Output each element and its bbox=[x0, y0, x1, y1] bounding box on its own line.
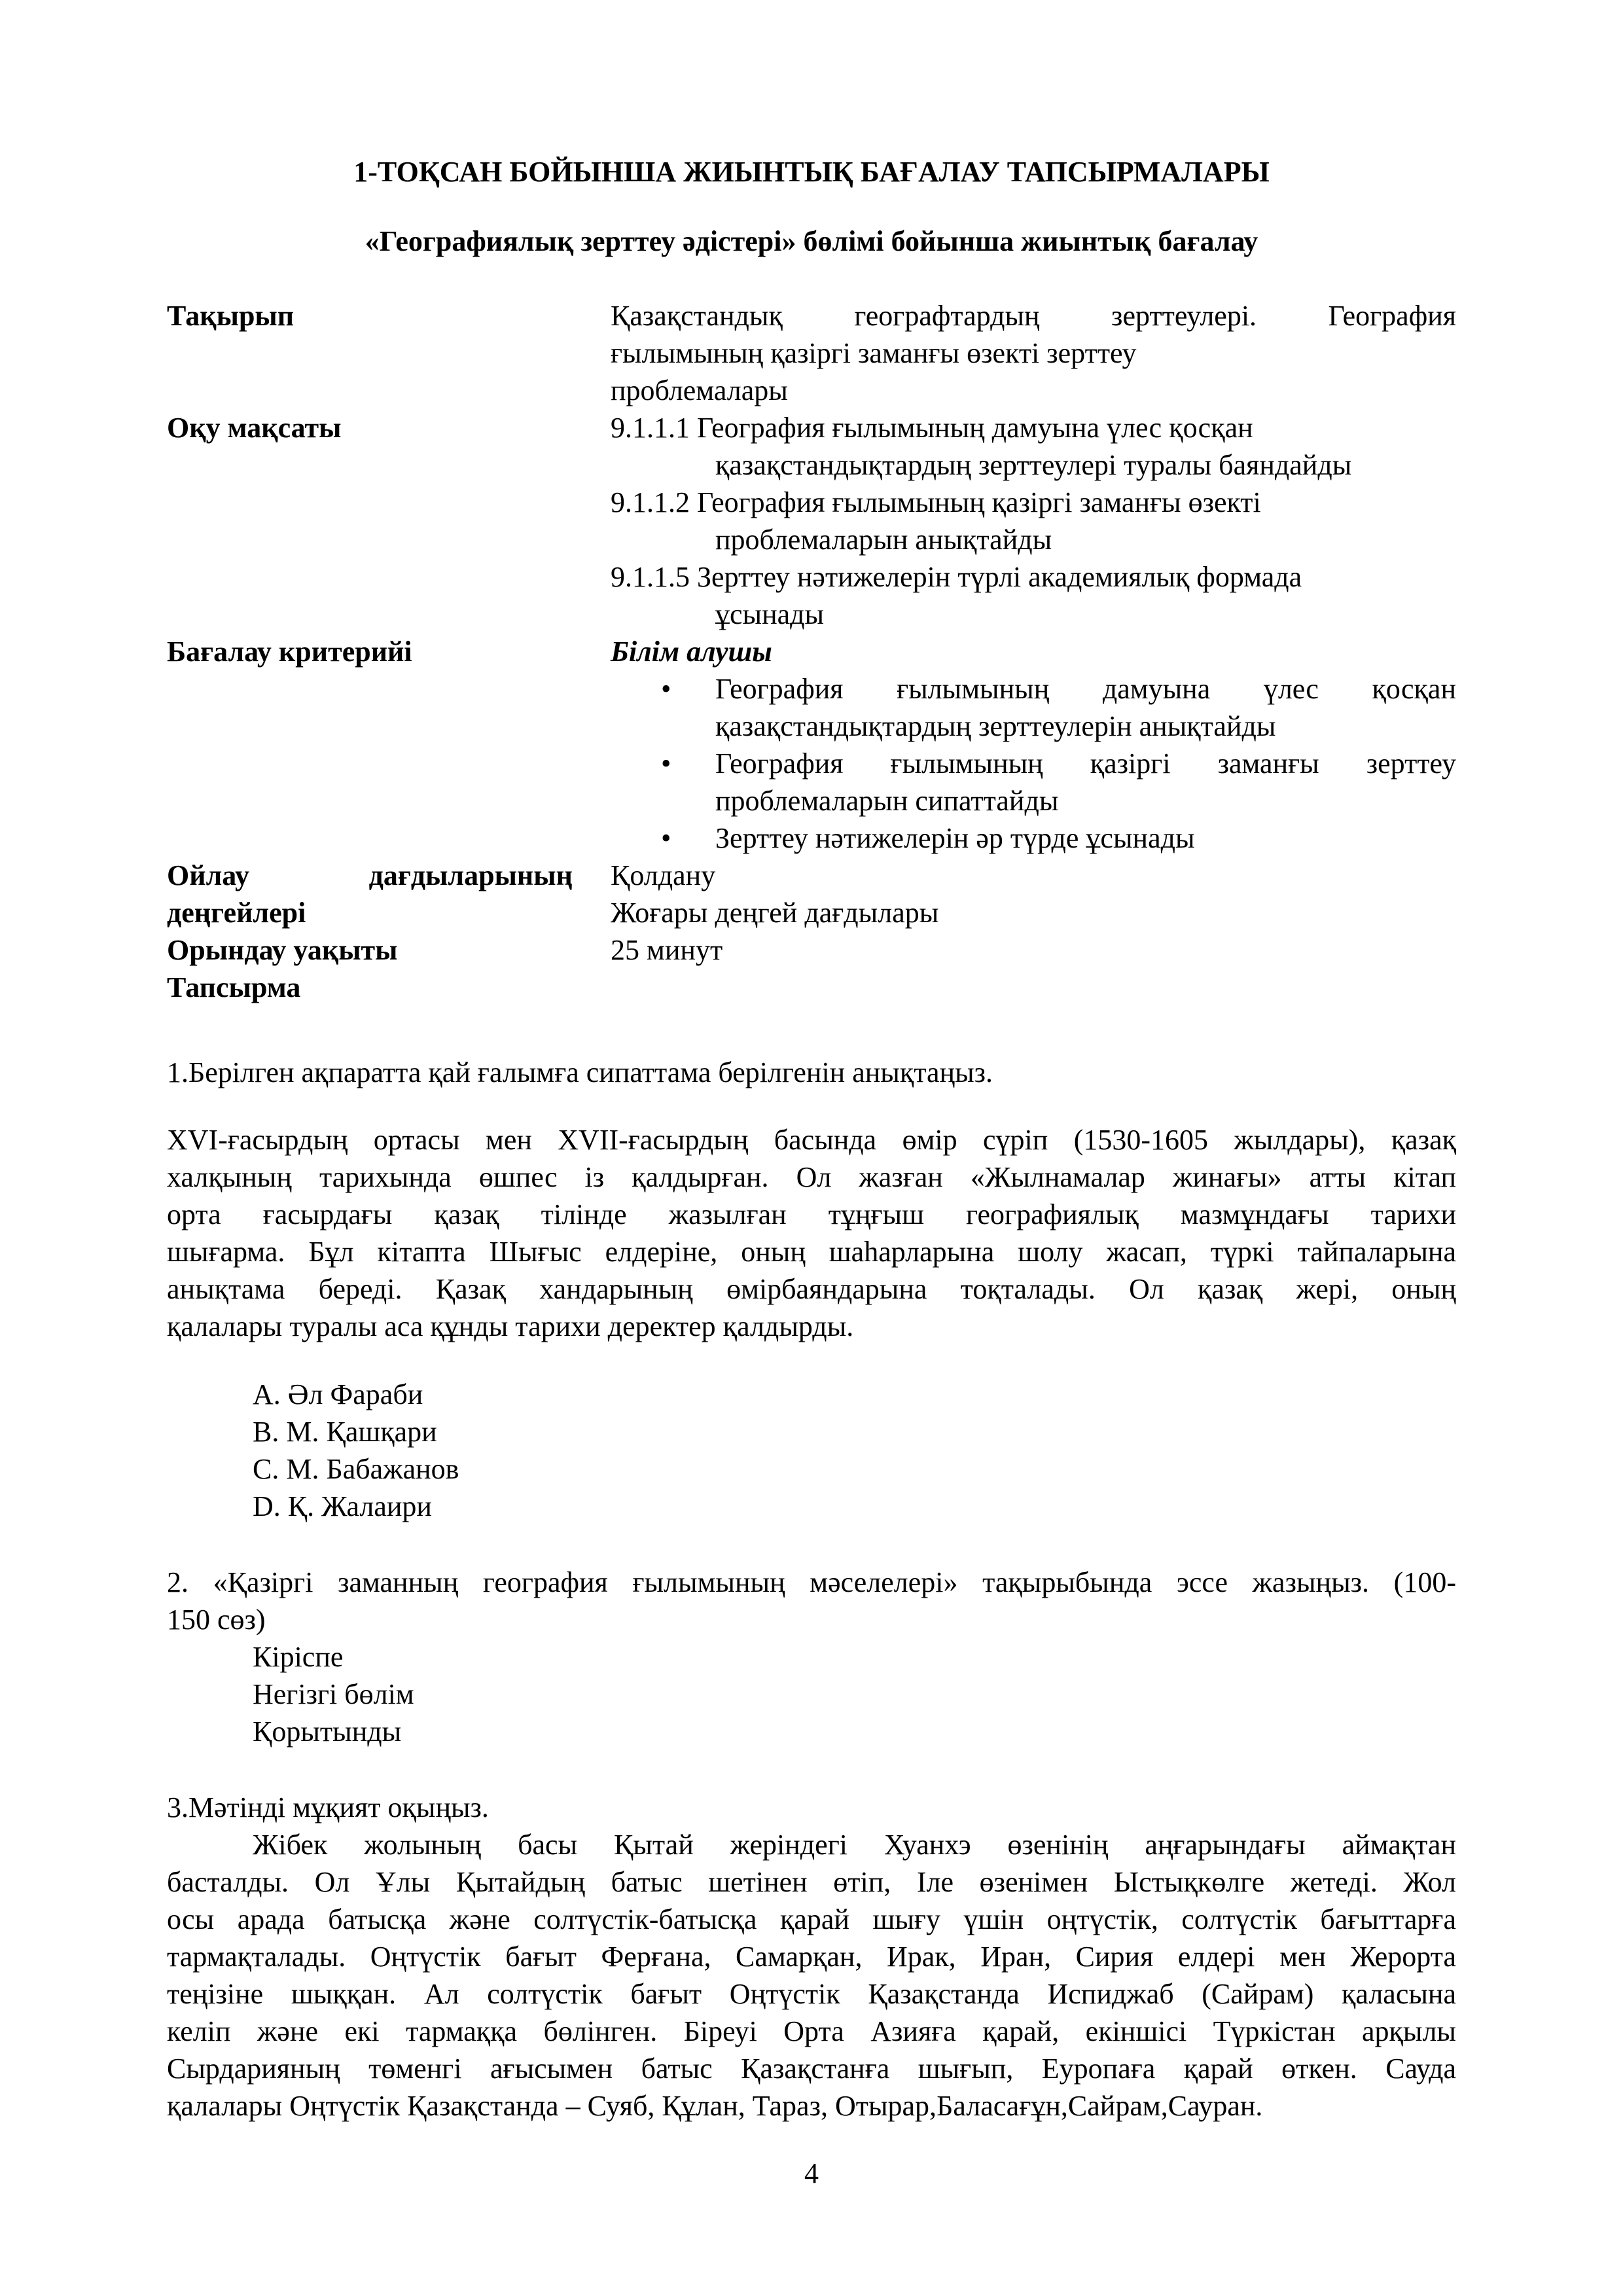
task-label: Тапсырма bbox=[167, 971, 301, 1003]
goal-item-2: 9.1.1.2 География ғылымының қазіргі заманғы өзекті bbox=[611, 486, 1261, 518]
essay-part-intro: Кіріспе bbox=[253, 1641, 344, 1673]
topic-value-line-3: проблемалары bbox=[611, 374, 788, 406]
answer-option-d: D. Қ. Жалаири bbox=[253, 1490, 432, 1522]
criteria-label: Бағалау критерийі bbox=[167, 636, 412, 668]
time-value: 25 минут bbox=[611, 934, 723, 966]
task1-text-line: халқының тарихында өшпес із қалдырған. Ол жазған «Жылнамалар жинағы» атты кітап bbox=[167, 1161, 1456, 1193]
task3-text-line: Сырдарияның төменгі ағысымен батыс Қазақстанға шығып, Еуропаға қарай өткен. Сауда bbox=[167, 2053, 1456, 2085]
goal-item-3: 9.1.1.5 Зерттеу нәтижелерін түрлі академиялық формада bbox=[611, 561, 1302, 593]
bullet-icon: • bbox=[661, 822, 671, 854]
task3-instruction: 3.Мәтінді мұқият оқыңыз. bbox=[167, 1791, 489, 1823]
goals-label: Оқу мақсаты bbox=[167, 412, 342, 444]
bullet-icon: • bbox=[661, 673, 671, 705]
essay-part-body: Негізгі бөлім bbox=[253, 1678, 414, 1710]
criteria-intro: Білім алушы bbox=[611, 636, 772, 668]
essay-part-conclusion: Қорытынды bbox=[253, 1715, 402, 1748]
goal-item-2-continued: проблемаларын анықтайды bbox=[715, 524, 1052, 556]
task3-text-line: Жібек жолының басы Қытай жеріндегі Хуанхэ өзенінің аңғарындағы аймақтан bbox=[253, 1829, 1456, 1861]
thinking-label-continued: деңгейлері bbox=[167, 897, 306, 929]
topic-label: Тақырып bbox=[167, 300, 294, 332]
page-title: 1-ТОҚСАН БОЙЫНША ЖИЫНТЫҚ БАҒАЛАУ ТАПСЫРМАЛАРЫ bbox=[353, 156, 1270, 188]
task1-text-line: анықтама береді. Қазақ хандарының өмірбаяндарына тоқталады. Ол қазақ жері, оның bbox=[167, 1273, 1456, 1305]
task3-text-line: келіп және екі тармаққа бөлінген. Біреуі Орта Азияға қарай, екіншісі Түркістан арқылы bbox=[167, 2015, 1456, 2047]
task2-question: 2. «Қазіргі заманның география ғылымының мәселелері» тақырыбында эссе жазыңыз. (100- bbox=[167, 1566, 1456, 1598]
criteria-item-2: География ғылымының қазіргі заманғы зерттеу bbox=[715, 747, 1456, 780]
task1-question: 1.Берілген ақпаратта қай ғалымға сипаттама берілгенін анықтаңыз. bbox=[167, 1056, 993, 1088]
time-label: Орындау уақыты bbox=[167, 934, 398, 966]
goal-item-1-continued: қазақстандықтардың зерттеулері туралы баяндайды bbox=[715, 449, 1352, 481]
criteria-item-1-continued: қазақстандықтардың зерттеулерін анықтайды bbox=[715, 710, 1276, 742]
page-number: 4 bbox=[804, 2157, 819, 2189]
bullet-icon: • bbox=[661, 747, 671, 780]
criteria-item-2-continued: проблемаларын сипаттайды bbox=[715, 785, 1059, 817]
answer-option-b: B. М. Қашқари bbox=[253, 1416, 437, 1448]
task3-text-line: тармақталады. Оңтүстік бағыт Ферғана, Самарқан, Ирак, Иран, Сирия елдері мен Жерорта bbox=[167, 1941, 1456, 1973]
task2-question-continued: 150 сөз) bbox=[167, 1604, 266, 1636]
thinking-label: Ойлау дағдыларының bbox=[167, 859, 573, 891]
answer-option-a: A. Әл Фараби bbox=[253, 1378, 423, 1410]
topic-value-line-2: ғылымының қазіргі заманғы өзекті зерттеу bbox=[611, 337, 1137, 369]
goal-item-3-continued: ұсынады bbox=[715, 598, 825, 630]
thinking-value: Қолдану bbox=[611, 859, 716, 891]
task3-text-line: теңізіне шыққан. Ал солтүстік бағыт Оңтүстік Қазақстанда Испиджаб (Сайрам) қаласына bbox=[167, 1978, 1456, 2010]
criteria-item-1: География ғылымының дамуына үлес қосқан bbox=[715, 673, 1456, 705]
answer-option-c: C. М. Бабажанов bbox=[253, 1453, 459, 1485]
topic-value-line-1: Қазақстандық географтардың зерттеулері. География bbox=[611, 300, 1456, 332]
task1-text-line: шығарма. Бұл кітапта Шығыс елдеріне, оның шаһарларына шолу жасап, түркі тайпаларына bbox=[167, 1236, 1456, 1268]
criteria-item-3: Зерттеу нәтижелерін әр түрде ұсынады bbox=[715, 822, 1195, 854]
thinking-value-level: Жоғары деңгей дағдылары bbox=[611, 897, 939, 929]
task1-text-line: орта ғасырдағы қазақ тілінде жазылған тұңғыш географиялық мазмұндағы тарихи bbox=[167, 1198, 1456, 1230]
task3-text-line: осы арада батысқа және солтүстік-батысқа қарай шығу үшін оңтүстік, солтүстік бағыттарға bbox=[167, 1903, 1456, 1935]
task3-text-line: қалалары Оңтүстік Қазақстанда – Суяб, Құлан, Тараз, Отырар,Баласағұн,Сайрам,Сауран. bbox=[167, 2090, 1263, 2122]
task3-text-line: басталды. Ол Ұлы Қытайдың батыс шетінен өтіп, Іле өзенімен Ыстықкөлге жетеді. Жол bbox=[167, 1866, 1456, 1898]
task1-text-line: XVI-ғасырдың ортасы мен XVII-ғасырдың басында өмір сүріп (1530-1605 жылдары), қазақ bbox=[167, 1124, 1456, 1156]
section-subtitle: «Географиялық зерттеу әдістері» бөлімі бойынша жиынтық бағалау bbox=[365, 225, 1258, 257]
goal-item-1: 9.1.1.1 География ғылымының дамуына үлес қосқан bbox=[611, 412, 1253, 444]
task1-text-line: қалалары туралы аса құнды тарихи деректер қалдырды. bbox=[167, 1310, 854, 1342]
